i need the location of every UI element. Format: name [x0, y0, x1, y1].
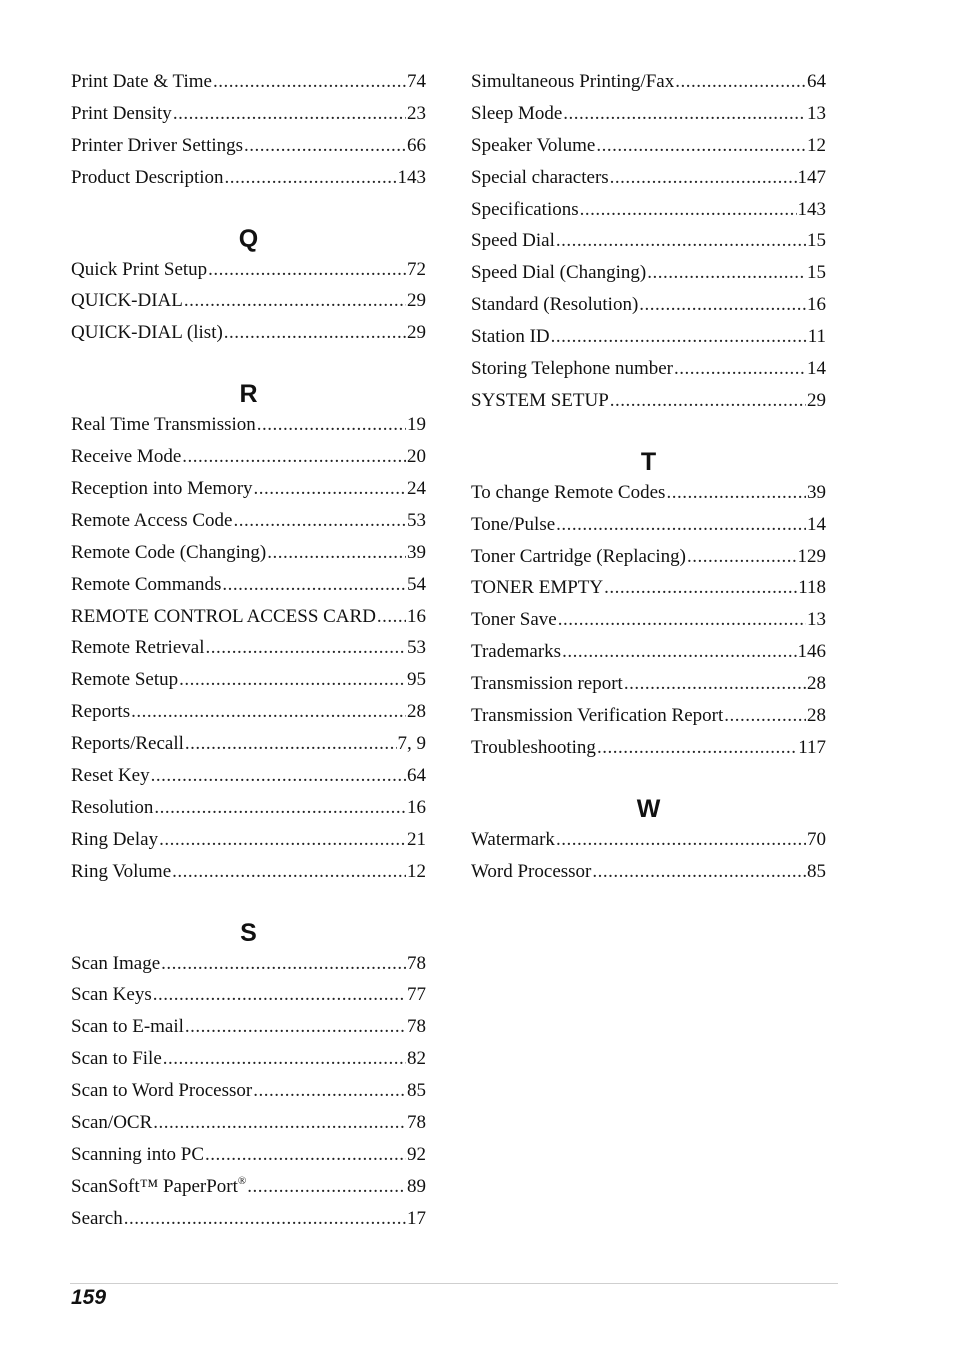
dot-leader [225, 162, 397, 194]
index-entry [71, 1171, 426, 1203]
index-term-text: Tone/Pulse [471, 513, 556, 535]
index-term-text: Remote Retrieval [71, 637, 205, 659]
index-entry [471, 856, 826, 888]
index-term [471, 824, 555, 856]
index-term [71, 760, 150, 792]
index-term-text: Ring Volume [71, 860, 172, 882]
index-term [71, 1075, 252, 1107]
index-entry [71, 473, 426, 505]
dot-leader [173, 98, 406, 130]
index-term-text: Trademarks [471, 641, 562, 663]
dot-leader [610, 385, 806, 417]
index-entry [471, 98, 826, 130]
index-term-text: Transmission report [471, 673, 623, 695]
index-term-text: Ring Delay [71, 828, 159, 850]
index-entry [471, 257, 826, 289]
index-entry [71, 601, 426, 633]
index-term [71, 317, 223, 349]
index-term [71, 1203, 123, 1235]
index-term [71, 285, 183, 317]
index-section [71, 66, 426, 194]
index-entry [71, 856, 426, 888]
index-page-ref: 28 [807, 673, 826, 695]
index-entry [71, 569, 426, 601]
index-term-text: Troubleshooting [471, 736, 596, 758]
index-term [471, 289, 638, 321]
index-entry [71, 317, 426, 349]
dot-leader [558, 604, 806, 636]
index-page-ref: 20 [407, 446, 426, 468]
index-term [71, 979, 152, 1011]
index-page-ref: 70 [807, 828, 826, 850]
index-section [71, 224, 426, 350]
index-column-left [71, 66, 426, 1235]
index-page-ref: 15 [807, 230, 826, 252]
index-term-text: Scan Image [71, 952, 161, 974]
dot-leader [131, 696, 406, 728]
index-term [471, 162, 609, 194]
index-term [71, 1139, 204, 1171]
index-term-text: QUICK-DIAL (list) [71, 322, 223, 344]
section-letter: W [636, 794, 661, 823]
index-entry [471, 353, 826, 385]
index-page-ref: 28 [807, 705, 826, 727]
index-section [71, 918, 426, 1235]
dot-leader [724, 700, 806, 732]
index-page-ref: 13 [807, 102, 826, 124]
index-entry [71, 254, 426, 286]
index-page-ref: 117 [798, 736, 826, 758]
dot-leader [597, 732, 797, 764]
section-letter: Q [238, 224, 259, 253]
index-entry [71, 1011, 426, 1043]
dot-leader [208, 254, 406, 286]
index-section [471, 447, 826, 764]
index-page-ref: 29 [407, 290, 426, 312]
index-term-text: Speed Dial [471, 230, 555, 252]
page-number: 159 [71, 1286, 107, 1309]
index-term [71, 728, 184, 760]
index-term [71, 632, 204, 664]
index-entry [71, 1075, 426, 1107]
dot-leader [185, 1011, 406, 1043]
index-page-ref: 7, 9 [397, 733, 426, 755]
index-entry [471, 509, 826, 541]
index-page-ref: 39 [807, 481, 826, 503]
index-entry [71, 66, 426, 98]
index-page-ref: 85 [407, 1080, 426, 1102]
index-page-ref: 118 [798, 577, 826, 599]
dot-leader [161, 948, 406, 980]
index-term-text: Speaker Volume [471, 134, 596, 156]
index-term [71, 948, 160, 980]
index-term [471, 385, 609, 417]
index-term [71, 409, 256, 441]
dot-leader [124, 1203, 406, 1235]
index-page-ref: 78 [407, 1016, 426, 1038]
index-term-text: Receive Mode [71, 446, 182, 468]
index-page-ref: 95 [407, 669, 426, 691]
index-term-text: Transmission Verification Report [471, 705, 724, 727]
index-page-ref: 92 [407, 1143, 426, 1165]
index-term-text: Specifications [471, 198, 579, 220]
index-entry [471, 541, 826, 573]
index-term-text: Scan/OCR [71, 1112, 153, 1134]
dot-leader [247, 1171, 406, 1203]
index-page-ref: 29 [807, 389, 826, 411]
index-term [71, 130, 243, 162]
index-term-text: Product Description [71, 166, 224, 188]
index-page-ref: 16 [407, 796, 426, 818]
dot-leader [592, 856, 806, 888]
index-term-text: Reports/Recall [71, 733, 184, 755]
index-page-ref: 54 [407, 573, 426, 595]
section-letter: T [640, 447, 657, 476]
index-term-text: Standard (Resolution) [471, 294, 639, 316]
index-term-text: Scan to Word Processor [71, 1080, 253, 1102]
index-term [71, 1011, 184, 1043]
index-page-ref: 85 [807, 860, 826, 882]
index-term [71, 696, 130, 728]
index-page-ref: 12 [407, 860, 426, 882]
index-entry [471, 732, 826, 764]
index-term-text: Remote Access Code [71, 509, 233, 531]
index-page-ref: 39 [407, 541, 426, 563]
index-term [471, 572, 603, 604]
dot-leader [179, 664, 406, 696]
index-term-text: Real Time Transmission [71, 414, 256, 436]
index-term-text: Special characters [471, 166, 609, 188]
dot-leader [172, 856, 406, 888]
index-term [471, 353, 673, 385]
index-term-text: Toner Save [471, 609, 557, 631]
index-page-ref: 147 [797, 166, 826, 188]
index-entry [471, 668, 826, 700]
index-entry [471, 321, 826, 353]
index-term-text: Simultaneous Printing/Fax [471, 71, 675, 92]
index-term-text: Storing Telephone number [471, 358, 674, 380]
index-term [71, 537, 266, 569]
dot-leader [556, 225, 806, 257]
index-term-text: Resolution [71, 796, 154, 818]
index-entry [471, 477, 826, 509]
index-term [471, 732, 596, 764]
dot-leader [163, 1043, 406, 1075]
index-term-text: Toner Cartridge (Replacing) [471, 545, 686, 567]
index-term-text: Remote Code (Changing) [71, 541, 267, 563]
index-entry [71, 1203, 426, 1235]
index-term [471, 700, 723, 732]
index-term [71, 162, 224, 194]
dot-leader [153, 1107, 406, 1139]
index-entry [71, 1139, 426, 1171]
index-entry [471, 194, 826, 226]
index-page-ref: 89 [407, 1175, 426, 1197]
index-entry [71, 664, 426, 696]
index-entry [471, 130, 826, 162]
index-page-ref: 17 [407, 1207, 426, 1229]
index-term [471, 668, 623, 700]
index-term [71, 664, 178, 696]
index-entry [471, 385, 826, 417]
dot-leader [639, 289, 806, 321]
index-entry [471, 66, 826, 98]
index-page-ref: 11 [807, 326, 826, 348]
index-term-text: Reports [71, 701, 131, 723]
index-page-ref: 64 [407, 765, 426, 787]
index-term-text: Quick Print Setup [71, 258, 208, 280]
index-entry [71, 537, 426, 569]
index-entry [71, 130, 426, 162]
dot-leader [222, 569, 406, 601]
index-page-ref: 143 [797, 198, 826, 220]
section-letter: R [239, 380, 258, 409]
index-term [471, 66, 674, 98]
dot-leader [647, 257, 806, 289]
index-term-text: To change Remote Codes [471, 481, 666, 503]
index-term-text: Print Density [71, 102, 172, 124]
dot-leader [154, 792, 406, 824]
dot-leader [267, 537, 406, 569]
index-entry [71, 505, 426, 537]
index-page-ref: 13 [807, 609, 826, 631]
dot-leader [610, 162, 797, 194]
index-page-ref: 19 [407, 414, 426, 436]
index-term-text: Search [71, 1207, 123, 1229]
index-page-ref: 77 [407, 984, 426, 1006]
dot-leader [205, 1139, 406, 1171]
dot-leader [159, 824, 406, 856]
dot-leader [257, 409, 406, 441]
index-term [71, 601, 376, 633]
index-term [71, 1107, 152, 1139]
index-term [471, 541, 686, 573]
index-term-text: Scanning into PC [71, 1143, 205, 1165]
index-entry [71, 979, 426, 1011]
dot-leader [213, 66, 406, 98]
dot-leader [687, 541, 797, 573]
dot-leader [666, 477, 806, 509]
dot-leader [580, 194, 797, 226]
index-page-ref: 129 [797, 545, 826, 567]
dot-leader [604, 572, 797, 604]
index-entry [71, 409, 426, 441]
index-term-text: Printer Driver Settings [71, 134, 244, 156]
dot-leader [551, 321, 807, 353]
index-page-ref: 74 [407, 71, 426, 92]
dot-leader [153, 979, 406, 1011]
index-entry [71, 728, 426, 760]
index-page-ref: 14 [807, 513, 826, 535]
index-entry [71, 792, 426, 824]
index-term [71, 254, 207, 286]
index-page-ref: 82 [407, 1048, 426, 1070]
index-entry [71, 824, 426, 856]
index-term [71, 1043, 162, 1075]
index-page-ref: 21 [407, 828, 426, 850]
index-entry [471, 289, 826, 321]
index-term-text: Reception into Memory [71, 478, 253, 500]
index-term-text: Speed Dial (Changing) [471, 262, 647, 284]
footer-divider [70, 1283, 838, 1284]
dot-leader [244, 130, 406, 162]
index-page-ref: 12 [807, 134, 826, 156]
index-page-ref: 16 [407, 605, 426, 627]
index-entry [71, 1043, 426, 1075]
index-term [71, 505, 232, 537]
index-page-ref: 15 [807, 262, 826, 284]
index-page-ref: 28 [407, 701, 426, 723]
index-term [71, 792, 153, 824]
index-page-ref: 23 [407, 102, 426, 124]
index-term-text: Station ID [471, 326, 550, 348]
dot-leader [233, 505, 406, 537]
dot-leader [185, 728, 397, 760]
registered-mark: ® [237, 1174, 247, 1187]
index-page-ref: 53 [407, 509, 426, 531]
dot-leader [205, 632, 406, 664]
index-term-text: Scan Keys [71, 984, 152, 1006]
index-term-text: TONER EMPTY [471, 577, 604, 599]
index-column-right [471, 66, 826, 888]
index-term [471, 98, 562, 130]
dot-leader [253, 1075, 406, 1107]
index-term-text: Print Date & Time [71, 71, 212, 92]
index-term-text: REMOTE CONTROL ACCESS CARD [71, 605, 376, 627]
index-term [71, 473, 253, 505]
index-entry [71, 632, 426, 664]
dot-leader [182, 441, 406, 473]
index-term [471, 130, 595, 162]
index-entry [471, 824, 826, 856]
index-section [71, 379, 426, 887]
dot-leader [556, 824, 806, 856]
dot-leader [224, 317, 406, 349]
index-term-text: Scan to File [71, 1048, 162, 1070]
dot-leader [151, 760, 406, 792]
index-term [471, 257, 646, 289]
dot-leader [674, 353, 806, 385]
index-entry [471, 572, 826, 604]
index-term-text: Remote Commands [71, 573, 222, 595]
dot-leader [254, 473, 406, 505]
index-page-ref: 29 [407, 322, 426, 344]
index-term [71, 856, 171, 888]
dot-leader [184, 285, 406, 317]
index-term [471, 321, 550, 353]
index-page-ref: 24 [407, 478, 426, 500]
index-term-text: QUICK-DIAL [71, 290, 183, 312]
index-entry [71, 441, 426, 473]
index-term [71, 441, 181, 473]
dot-leader [596, 130, 806, 162]
dot-leader [377, 601, 406, 633]
dot-leader [675, 66, 806, 98]
index-entry [71, 285, 426, 317]
index-term-text: Watermark [471, 828, 555, 850]
index-term [71, 98, 172, 130]
index-section [471, 794, 826, 888]
index-entry [71, 696, 426, 728]
index-page-ref: 16 [807, 294, 826, 316]
index-entry [71, 760, 426, 792]
index-term [71, 824, 158, 856]
index-section [471, 66, 826, 417]
index-entry [471, 700, 826, 732]
index-entry [71, 98, 426, 130]
index-term [471, 509, 555, 541]
index-page-ref: 53 [407, 637, 426, 659]
index-page-ref: 14 [807, 358, 826, 380]
index-term [471, 636, 561, 668]
dot-leader [556, 509, 806, 541]
index-entry [471, 636, 826, 668]
index-entry [71, 948, 426, 980]
index-entry [471, 162, 826, 194]
dot-leader [624, 668, 806, 700]
index-term [71, 66, 212, 98]
index-term-text: ScanSoft™ PaperPort [71, 1175, 238, 1197]
index-term [471, 194, 579, 226]
index-entry [471, 225, 826, 257]
index-page-ref: 78 [407, 1112, 426, 1134]
index-page-ref: 78 [407, 952, 426, 974]
dot-leader [563, 98, 806, 130]
dot-leader [562, 636, 796, 668]
index-page-ref: 72 [407, 258, 426, 280]
index-page-ref: 143 [397, 166, 426, 188]
index-entry [71, 162, 426, 194]
index-term-text: Scan to E-mail [71, 1016, 184, 1038]
index-term [471, 604, 557, 636]
index-term [471, 225, 555, 257]
index-page-ref: 66 [407, 134, 426, 156]
section-letter: S [240, 918, 257, 947]
index-page-ref: 146 [797, 641, 826, 663]
index-term-text: Sleep Mode [471, 102, 563, 124]
index-term [471, 856, 591, 888]
index-term [71, 569, 221, 601]
index-term [71, 1171, 246, 1203]
index-entry [71, 1107, 426, 1139]
index-entry [471, 604, 826, 636]
index-term-text: Remote Setup [71, 669, 179, 691]
index-term [471, 477, 665, 509]
index-term-text: Word Processor [471, 860, 592, 882]
index-term-text: SYSTEM SETUP [471, 389, 609, 411]
index-term-text: Reset Key [71, 765, 150, 787]
index-page-ref: 64 [807, 71, 826, 92]
